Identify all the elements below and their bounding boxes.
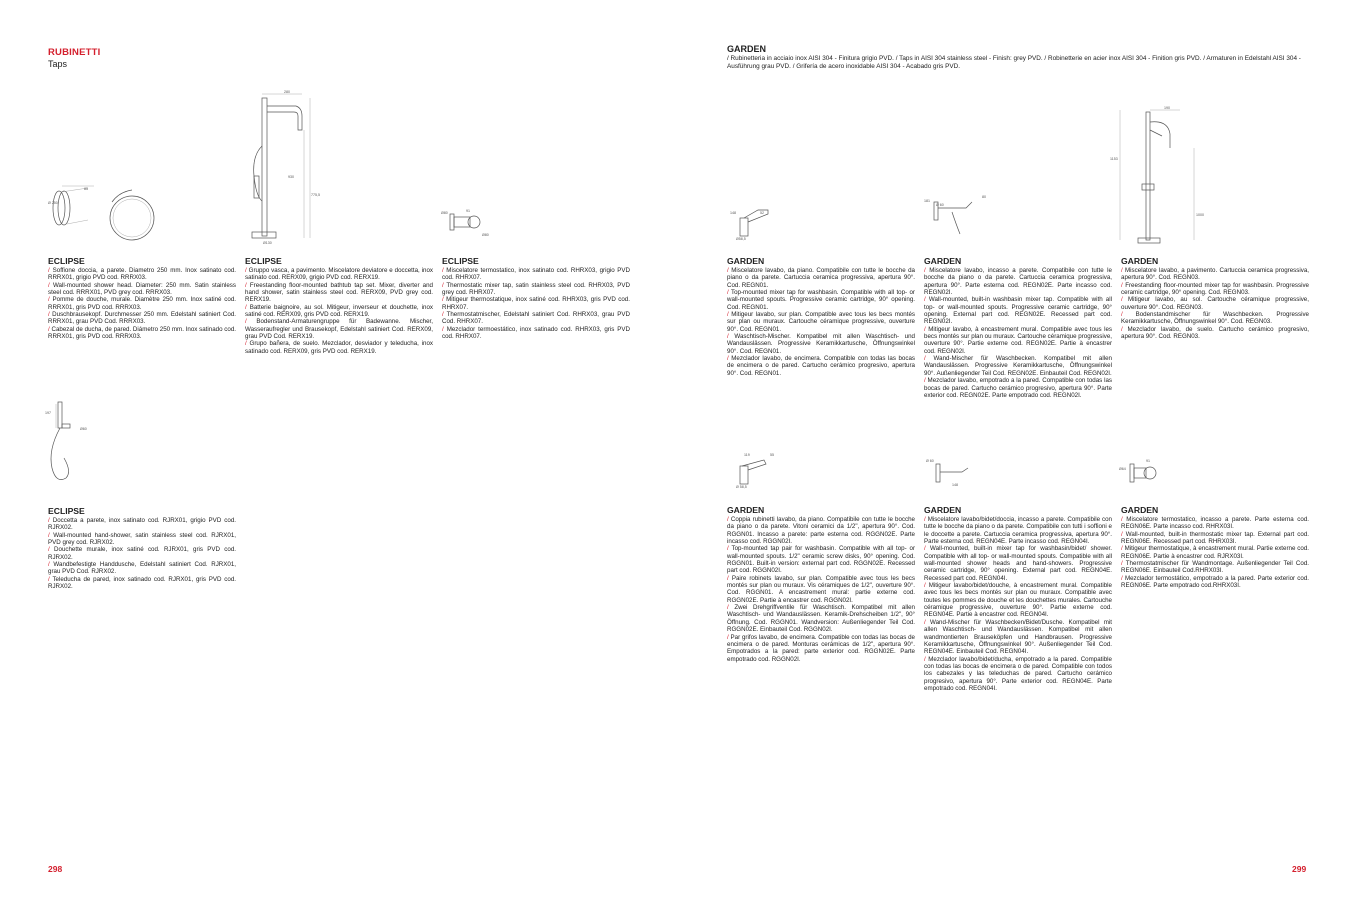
desc-es: Mezclador lavabo, de encimera. Compatible con todas las bocas de encimera o de pared. Cartucho cerámico progresivo, apertura 90°. Cod. REGN01. [727,355,915,377]
dim-d250: Ø 250 [48,201,58,205]
desc-en: Freestanding floor-mounted mixer tap for washbasin. Progressive ceramic cartridge, 90° opening. Cod. REGN03. [1121,281,1309,297]
product-garden-basin-wall [924,256,1112,399]
product-eclipse-thermostatic [442,256,630,340]
desc-it: Gruppo vasca, a pavimento. Miscelatore deviatore e doccetta, inox satinato cod. RERX09, grigio PVD cod. RERX19. [245,267,433,282]
dim-1000: 1000 [1196,213,1204,217]
desc-it: Miscelatore lavabo/bidet/doccia, incasso a parete. Compatibile con tutte le bocche da piano o da parete. Compatibile con tutti i soffioni e le doccette a parete. Cartuccia ceramica progressiva, apertura 90°. Parte esterna cod. REGN04E. Parte incasso cod. REGN04I. [924,516,1112,546]
desc-fr: Mitigeur lavabo, sur plan. Compatible avec tous les becs montés sur plan ou muraux. Cartouche céramique progressive, ouverture 90°. Cod. REGN01. [727,311,915,333]
built-in-mixer-drawing [922,454,982,494]
thermo-drawing [440,206,500,242]
desc-it: Miscelatore termostatico, incasso a parete. Parte esterna cod. REGN06E. Parte incasso cod. RHRX03I. [1121,516,1309,531]
desc-es: Mezclador lavabo/bidet/ducha, empotrado a la pared. Compatible con todas las bocas de encimera o de pared. Compatible con todos los cabezales y las teleduchas de pared. Cartucho cerámico progresivo, apertura 90°. Parte exterior cod. REGN04E. Parte empotrado cod. REGN04I. [924,655,1112,692]
desc-fr: Mitigeur lavabo, à encastrement mural. Compatible avec tous les becs montés sur plan ou muraux. Cartouche céramique progressive, ouverture 90°. Partie externe cod. REGN02E. Partie à encastrer cod. REGN02I. [924,325,1112,355]
desc-en: Freestanding floor-mounted bathtub tap set. Mixer, diverter and hand shower, satin stainless steel cod. RERX09, PVD grey cod. RERX19. [245,281,433,304]
section-title-left: RUBINETTI [48,47,101,58]
desc-de: Waschtisch-Mischer. Kompatibel mit allen Waschtisch- und Wandauslässen. Progressive Keramikkartusche, Öffnungswinkel 90°. Cod. REGN01. [727,333,915,355]
product-eclipse-bath-set [245,256,433,355]
dim-d585: Ø 58,5 [736,485,747,489]
section-subtitle-left: Taps [48,59,68,69]
desc-es: Mezclador termoestático, inox satinado cod. RHRX03, gris PVD cod. RHRX07. [442,325,630,341]
product-description: / Coppia rubinetti lavabo, da piano. Compatibile con tutte le bocche da piano o da parete. Vitoni ceramici da 1/2", apertura 90°. Cod. RGGN01. Incasso a parete: parte esterna cod. RGGN02E. Parte incasso cod. RGGN02I. / Top-mounted tap pair for washbasin. Compatible with all top- or wall-mounted spouts. 1/2" ceramic screw disks, 90° opening. Cod. RGGN01. Built-in version: external part cod. RGGN02E. Recessed part cod. RGGN02I. / Paire robinets lavabo, sur plan. Compatible avec tous les becs montés sur plan ou muraux. Vis céramiques de 1/2", ouverture 90°. Cod. RGGN01. A encastrement mural: partie externe cod. RGGN02E. Partie à encastrer cod. RGGN02I. / Zwei Drehgriffventile für Waschtisch. Kompatibel mit allen Waschtisch- und Wandauslässen. Keramik-Drehscheiben 1/2", 90° Öffnung. Cod. RGGN01. Wandversion: Außenliegender Teil Cod. RGGN02E. Einbauteil Cod. RGGN02I. / Par grifos lavabo, de encimera. Compatible con todas las bocas de encimera o de pared. Monturas cerámicas de 1/2", apertura 90°. Empotrados a la pared: parte exterior cod. RGGN02E. Parte empotrado cod. RGGN02I. [727,516,916,663]
dim-1153: 1153 [1110,157,1118,161]
dim-80: 80 [982,195,986,199]
desc-en: Wall-mounted shower head. Diameter: 250 mm. Satin stainless steel cod. RRRX01, PVD grey cod. RRRX03. [48,281,236,297]
shower-head-drawing [44,180,164,250]
dim-d60: Ø 60 [926,459,934,463]
desc-en: Wall-mounted hand-shower, satin stainless steel cod. RJRX01, PVD grey cod. RJRX02. [48,531,236,547]
dim-930: 930 [288,175,294,179]
floor-mixer-drawing [1110,100,1210,246]
desc-es: Par grifos lavabo, de encimera. Compatible con todas las bocas de encimera o de pared. Monturas cerámicas de 1/2", apertura 90°. Empotrados a la pared: parte exterior cod. RGGN02E. Parte empotrado cod. RGGN02I. [727,633,915,663]
desc-fr: Mitigeur thermostatique, inox satiné cod. RHRX03, gris PVD cod. RHRX07. [442,296,630,311]
product-title: GARDEN [1121,505,1159,515]
desc-it: Miscelatore lavabo, da piano. Compatibile con tutte le bocche da piano o da parete. Cartuccia ceramica progressiva, apertura 90°. Cod. REGN01. [727,267,915,289]
product-title: ECLIPSE [48,256,85,266]
tap-pair-drawing [728,448,788,490]
product-description: / Gruppo vasca, a pavimento. Miscelatore deviatore e doccetta, inox satinato cod. RERX09, grigio PVD cod. RERX19. / Freestanding floor-mounted bathtub tap set. Mixer, diverter and hand shower, satin stainless steel cod. RERX09, PVD grey cod. RERX19. / Batterie baignoire, au sol. Mitigeur, inverseur et douchette, inox satiné cod. RERX09, gris PVD cod. RERX19. / Bodenstand-Armaturengruppe für Badewanne. Mischer, Wasseraufregler und Brausekopf, Edelstahl satiniert Cod. RERX09, grau PVD Cod. RERX19. / Grupo bañera, de suelo. Mezclador, desviador y teleducha, inox satinado cod. RERX09, gris PVD cod. RERX19. [245,267,433,355]
desc-fr: Mitigeur thermostatique, à encastrement mural. Partie externe cod. REGN06E. Partie à encastrer cod. RJRX03I. [1121,545,1309,560]
product-eclipse-shower-head [48,256,236,340]
product-title: ECLIPSE [48,506,85,516]
dim-181: 181 [924,199,930,203]
dim-148: 148 [952,483,958,487]
desc-es: Grupo bañera, de suelo. Mezclador, desviador y teleducha, inox satinado cod. RERX09, gris PVD cod. RERX19. [245,340,433,355]
section-title-right: GARDEN [727,44,767,54]
product-description: / Miscelatore lavabo/bidet/doccia, incasso a parete. Compatibile con tutte le bocche da piano o da parete. Compatibile con tutti i soffioni e le doccette a parete. Cartuccia ceramica progressiva, apertura 90°. Parte esterna cod. REGN04E. Parte incasso cod. REGN04I. / Wall-mounted, built-in mixer tap for washbasin/bidet/ shower. Compatible with all top- or wall-mounted spouts. Compatible with all wall-mounted shower heads and hand-showers. Progressive ceramic cartridge, 90° opening. External part cod. REGN04E. Recessed part cod. REGN04I. / Mitigeur lavabo/bidet/douche, à encastrement mural. Compatible avec tous les becs montés sur plan ou muraux. Compatible avec toutes les pommes de douche et les douchettes murales. Cartouche céramique progressive, ouverture 90°. Partie externe cod. REGN04E. Partie à encastrer cod. REGN04I. / Wand-Mischer für Waschbecken/Bidet/Dusche. Kompatibel mit allen Waschtisch- und Wandauslässen. Kompatibel mit allen wandmontierten Brauseköpfen und Handbrausen. Progressive Keramikkartusche, Öffnungswinkel 90°. Außenliegender Teil Cod. REGN04E. Einbauteil Cod. REGN04I. / Mezclador lavabo/bidet/ducha, empotrado a la pared. Compatible con todas las bocas de encimera o de pared. Compatible con todos los cabezales y las teleduchas de pared. Cartucho cerámico progresivo, apertura 90°. Parte exterior cod. REGN04E. Parte empotrado cod. REGN04I. [924,516,1112,692]
dim-85: 85 [84,187,88,191]
desc-es: Mezclador termostático, empotrado a la pared. Parte exterior cod. REGN06E. Parte empotrado cod.RHRX03I. [1121,574,1309,590]
desc-en: Top-mounted mixer tap for washbasin. Compatible with all top- or wall-mounted spouts. Progressive ceramic cartridge, 90° opening. Cod. REGN01. [727,289,915,311]
desc-en: Wall-mounted, built-in washbasin mixer tap. Compatible with all top- or wall-mounted spouts. Progressive ceramic cartridge, 90° opening. External part cod. REGN02E. Recessed part cod. REGN02I. [924,296,1112,326]
product-title: GARDEN [924,505,962,515]
desc-fr: Paire robinets lavabo, sur plan. Compatible avec tous les becs montés sur plan ou muraux. Vis céramiques de 1/2", ouverture 90°. Cod. RGGN01. A encastrement mural: partie externe cod. RGGN02E. Partie à encastrer cod. RGGN02I. [727,574,915,604]
product-eclipse-hand-shower [48,506,236,590]
desc-it: Miscelatore termostatico, inox satinato cod. RHRX03, grigio PVD cod. RHRX07. [442,267,630,282]
desc-fr: Mitigeur lavabo, au sol. Cartouche céramique progressive, ouverture 90°. Cod. REGN03. [1121,296,1309,311]
desc-fr: Batterie baignoire, au sol. Mitigeur, inverseur et douchette, inox satiné cod. RERX09, gris PVD cod. RERX19. [245,303,433,319]
dim-190: 190 [1164,106,1170,110]
product-description: / Miscelatore termostatico, inox satinato cod. RHRX03, grigio PVD cod. RHRX07. / Thermostatic mixer tap, satin stainless steel cod. RHRX03, PVD grey cod. RHRX07. / Mitigeur thermostatique, inox satiné cod. RHRX03, gris PVD cod. RHRX07. / Thermostatmischer, Edelstahl satiniert Cod. RHRX03, grau PVD Cod. RHRX07. / Mezclador termoestático, inox satinado cod. RHRX03, gris PVD cod. RHRX07. [442,267,631,341]
desc-en: Top-mounted tap pair for washbasin. Compatible with all top- or wall-mounted spouts. 1/2" ceramic screw disks, 90° opening. Cod. RGGN01. Built-in version: external part cod. RGGN02E. Recessed part cod. RGGN02I. [727,545,916,575]
bath-set-drawing [240,86,340,246]
basin-top-mixer-drawing [728,200,788,242]
product-title: ECLIPSE [442,256,479,266]
dim-91: 91 [1146,459,1150,463]
desc-fr: Pomme de douche, murale. Diamètre 250 mm. Inox satiné cod. RRRX01, gris PVD cod. RRRX03. [48,296,236,311]
desc-de: Wandbefestigte Handdusche, Edelstahl satiniert Cod. RJRX01, grau PVD Cod. RJRX02. [48,561,236,576]
product-title: GARDEN [727,505,765,515]
desc-de: Bodenstandmischer für Waschbecken. Progressive Keramikkartusche, Öffnungswinkel 90°. Cod. REGN03. [1121,311,1309,326]
dim-d60: Ø 60 [936,203,944,207]
desc-fr: Mitigeur lavabo/bidet/douche, à encastrement mural. Compatible avec tous les becs montés sur plan ou muraux. Compatible avec toutes les pommes de douche et les douchettes murales. Cartouche céramique progressive, ouverture 90°. Partie externe cod. REGN04E. Partie à encastrer cod. REGN04I. [924,582,1112,619]
desc-es: Teleducha de pared, inox satinado cod. RJRX01, gris PVD cod. RJRX02. [48,575,236,591]
desc-en: Wall-mounted, built-in thermostatic mixer tap. External part cod. REGN06E. Recessed part cod. RHRX03I. [1121,530,1309,546]
product-description: / Doccetta a parete, inox satinato cod. RJRX01, grigio PVD cod. RJRX02. / Wall-mounted hand-shower, satin stainless steel cod. RJRX01, PVD grey cod. RJRX02. / Douchette murale, inox satiné cod. RJRX01, gris PVD cod. RJRX02. / Wandbefestigte Handdusche, Edelstahl satiniert Cod. RJRX01, grau PVD Cod. RJRX02. / Teleducha de pared, inox satinado cod. RJRX01, gris PVD cod. RJRX02. [48,517,236,591]
dim-d585: Ø58,5 [736,237,746,241]
desc-it: Soffione doccia, a parete. Diametro 250 mm. Inox satinato cod. RRRX01, grigio PVD cod. RRRX03. [48,267,236,282]
desc-it: Coppia rubinetti lavabo, da piano. Compatibile con tutte le bocche da piano o da parete. Vitoni ceramici da 1/2", apertura 90°. Cod. RGGN01. Incasso a parete: parte esterna cod. RGGN02E. Parte incasso cod. RGGN02I. [727,516,915,546]
thermo-built-in-drawing [1118,456,1168,492]
desc-de: Wand-Mischer für Waschbecken. Kompatibel mit allen Wandauslässen. Progressive Keramikkartusche, Öffnungswinkel 90°. Außenliegender Teil Cod. REGN02E. Einbauteil Cod. REGN02I. [924,355,1112,377]
desc-es: Mezclador lavabo, empotrado a la pared. Compatible con todas las bocas de pared. Cartucho cerámico progresivo, apertura 90°. Parte exterior cod. REGN02E. Parte empotrado cod. REGN02I. [924,377,1112,399]
desc-de: Zwei Drehgriffventile für Waschtisch. Kompatibel mit allen Waschtisch- und Wandauslässen. Keramik-Drehscheiben 1/2", 90° Öffnung. Cod. RGGN01. Wandversion: Außenliegender Teil Cod. RGGN02E. Einbauteil Cod. RGGN02I. [727,604,915,634]
dim-119: 119 [744,453,750,457]
product-description: / Miscelatore lavabo, a pavimento. Cartuccia ceramica progressiva, apertura 90°. Cod. REGN03. / Freestanding floor-mounted mixer tap for washbasin. Progressive ceramic cartridge, 90° opening. Cod. REGN03. / Mitigeur lavabo, au sol. Cartouche céramique progressive, ouverture 90°. Cod. REGN03. / Bodenstandmischer für Waschbecken. Progressive Keramikkartusche, Öffnungswinkel 90°. Cod. REGN03. / Mezclador lavabo, de suelo. Cartucho cerámico progresivo, apertura 90°. Cod. REGN03. [1121,267,1309,341]
basin-wall-mixer-drawing [922,190,992,240]
product-garden-built-in-mixer [924,505,1112,692]
product-garden-thermo-built-in [1121,505,1309,589]
product-title: GARDEN [1121,256,1159,266]
product-description: / Miscelatore termostatico, incasso a parete. Parte esterna cod. REGN06E. Parte incasso cod. RHRX03I. / Wall-mounted, built-in thermostatic mixer tap. External part cod. REGN06E. Recessed part cod. RHRX03I. / Mitigeur thermostatique, à encastrement mural. Partie externe cod. REGN06E. Partie à encastrer cod. RJRX03I. / Thermostatmischer für Wandmontage. Außenliegender Teil Cod. REGN06E. Einbauteil Cod.RHRX03I. / Mezclador termostático, empotrado a la pared. Parte exterior cod. REGN06E. Parte empotrado cod.RHRX03I. [1121,516,1310,590]
product-description: / Miscelatore lavabo, incasso a parete. Compatibile con tutte le bocche da piano o da parete. Cartuccia ceramica progressiva, apertura 90°. Parte esterna cod. REGN02E. Parte incasso cod. REGN02I. / Wall-mounted, built-in washbasin mixer tap. Compatible with all top- or wall-mounted spouts. Progressive ceramic cartridge, 90° opening. External part cod. REGN02E. Recessed part cod. REGN02I. / Mitigeur lavabo, à encastrement mural. Compatible avec tous les becs montés sur plan ou muraux. Cartouche céramique progressive, ouverture 90°. Partie externe cod. REGN02E. Partie à encastrer cod. REGN02I. / Wand-Mischer für Waschbecken. Kompatibel mit allen Wandauslässen. Progressive Keramikkartusche, Öffnungswinkel 90°. Außenliegender Teil Cod. REGN02E. Einbauteil Cod. REGN02I. / Mezclador lavabo, empotrado a la pared. Compatible con todas las bocas de pared. Cartucho cerámico progresivo, apertura 90°. Parte exterior cod. REGN02E. Parte empotrado cod. REGN02I. [924,267,1112,399]
dim-d60: Ø60 [80,427,87,431]
dim-148: 148 [730,211,736,215]
desc-es: Mezclador lavabo, de suelo. Cartucho cerámico progresivo, apertura 90°. Cod. REGN03. [1121,325,1309,341]
desc-de: Duschbrausekopf. Durchmesser 250 mm. Edelstahl satiniert Cod. RRRX01, grau PVD Cod. RRRX03. [48,311,236,326]
dim-7755: 775,5 [311,193,320,197]
desc-fr: Douchette murale, inox satiné cod. RJRX01, gris PVD cod. RJRX02. [48,546,236,561]
product-description: / Miscelatore lavabo, da piano. Compatibile con tutte le bocche da piano o da parete. Cartuccia ceramica progressiva, apertura 90°. Cod. REGN01. / Top-mounted mixer tap for washbasin. Compatible with all top- or wall-mounted spouts. Progressive ceramic cartridge, 90° opening. Cod. REGN01. / Mitigeur lavabo, sur plan. Compatible avec tous les becs montés sur plan ou muraux. Cartouche céramique progressive, ouverture 90°. Cod. REGN01. / Waschtisch-Mischer. Kompatibel mit allen Waschtisch- und Wandauslässen. Progressive Keramikkartusche, Öffnungswinkel 90°. Cod. REGN01. / Mezclador lavabo, de encimera. Compatible con todas las bocas de encimera o de pared. Cartucho cerámico progresivo, apertura 90°. Cod. REGN01. [727,267,915,377]
product-garden-floor-mixer [1121,256,1309,340]
page-number-left: 298 [48,864,63,874]
dim-280: 280 [284,90,290,94]
product-title: GARDEN [727,256,765,266]
desc-en: Wall-mounted, built-in mixer tap for washbasin/bidet/ shower. Compatible with all top- or wall-mounted spouts. Compatible with all wall-mounted shower heads and hand-showers. Progressive ceramic cartridge, 90° opening. External part cod. REGN04E. Recessed part cod. REGN04I. [924,545,1112,582]
desc-de: Bodenstand-Armaturengruppe für Badewanne. Mischer, Wasseraufregler und Brausekopf, Edelstahl satiniert Cod. RERX09, grau PVD Cod. RERX19. [245,318,433,341]
desc-de: Thermostatmischer für Wandmontage. Außenliegender Teil Cod. REGN06E. Einbauteil Cod.RHRX03I. [1121,560,1310,575]
section-intro: / Rubinetteria in acciaio inox AISI 304 - Finitura grigio PVD. / Taps in AISI 304 stainless steel - Finish: grey PVD. / Robinetterie en acier inox AISI 304 - Finition gris PVD. / Armaturen in Edelstahl AISI 304 - Ausführung grau PVD. / Grifería de acero inoxidable AISI 304 - Acabado gris PVD. [727,55,1301,70]
product-description: / Soffione doccia, a parete. Diametro 250 mm. Inox satinato cod. RRRX01, grigio PVD cod. RRRX03. / Wall-mounted shower head. Diameter: 250 mm. Satin stainless steel cod. RRRX01, PVD grey cod. RRRX03. / Pomme de douche, murale. Diamètre 250 mm. Inox satiné cod. RRRX01, gris PVD cod. RRRX03. / Duschbrausekopf. Durchmesser 250 mm. Edelstahl satiniert Cod. RRRX01, grau PVD Cod. RRRX03. / Cabezal de ducha, de pared. Diámetro 250 mm. Inox satinado cod. RRRX01, gris PVD cod. RRRX03. [48,267,236,341]
dim-55: 55 [770,453,774,457]
page-number-right: 299 [1292,864,1307,874]
dim-52: 52 [760,211,764,215]
dim-d130: Ø130 [263,241,272,245]
product-title: ECLIPSE [245,256,282,266]
dim-d80-b: Ø80 [482,233,489,237]
dim-d64: Ø64 [1119,467,1126,471]
product-title: GARDEN [924,256,962,266]
desc-it: Miscelatore lavabo, incasso a parete. Compatibile con tutte le bocche da piano o da parete. Cartuccia ceramica progressiva, apertura 90°. Parte esterna cod. REGN02E. Parte incasso cod. REGN02I. [924,267,1112,297]
desc-de: Wand-Mischer für Waschbecken/Bidet/Dusche. Kompatibel mit allen Waschtisch- und Wandauslässen. Kompatibel mit allen wandmontierten Brauseköpfen und Handbrausen. Progressive Keramikkartusche, Öffnungswinkel 90°. Außenliegender Teil Cod. REGN04E. Einbauteil Cod. REGN04I. [924,618,1112,656]
desc-de: Thermostatmischer, Edelstahl satiniert Cod. RHRX03, grau PVD Cod. RHRX07. [442,311,631,326]
product-garden-tap-pair [727,505,915,663]
desc-it: Miscelatore lavabo, a pavimento. Cartuccia ceramica progressiva, apertura 90°. Cod. REGN03. [1121,267,1309,282]
desc-es: Cabezal de ducha, de pared. Diámetro 250 mm. Inox satinado cod. RRRX01, gris PVD cod. RRRX03. [48,325,236,341]
desc-it: Doccetta a parete, inox satinato cod. RJRX01, grigio PVD cod. RJRX02. [48,517,236,532]
desc-en: Thermostatic mixer tap, satin stainless steel cod. RHRX03, PVD grey cod. RHRX07. [442,281,630,297]
dim-d80-a: Ø80 [441,211,448,215]
product-garden-basin-top [727,256,915,377]
hand-shower-drawing [40,398,100,498]
dim-91: 91 [466,209,470,213]
dim-197: 197 [45,411,51,415]
